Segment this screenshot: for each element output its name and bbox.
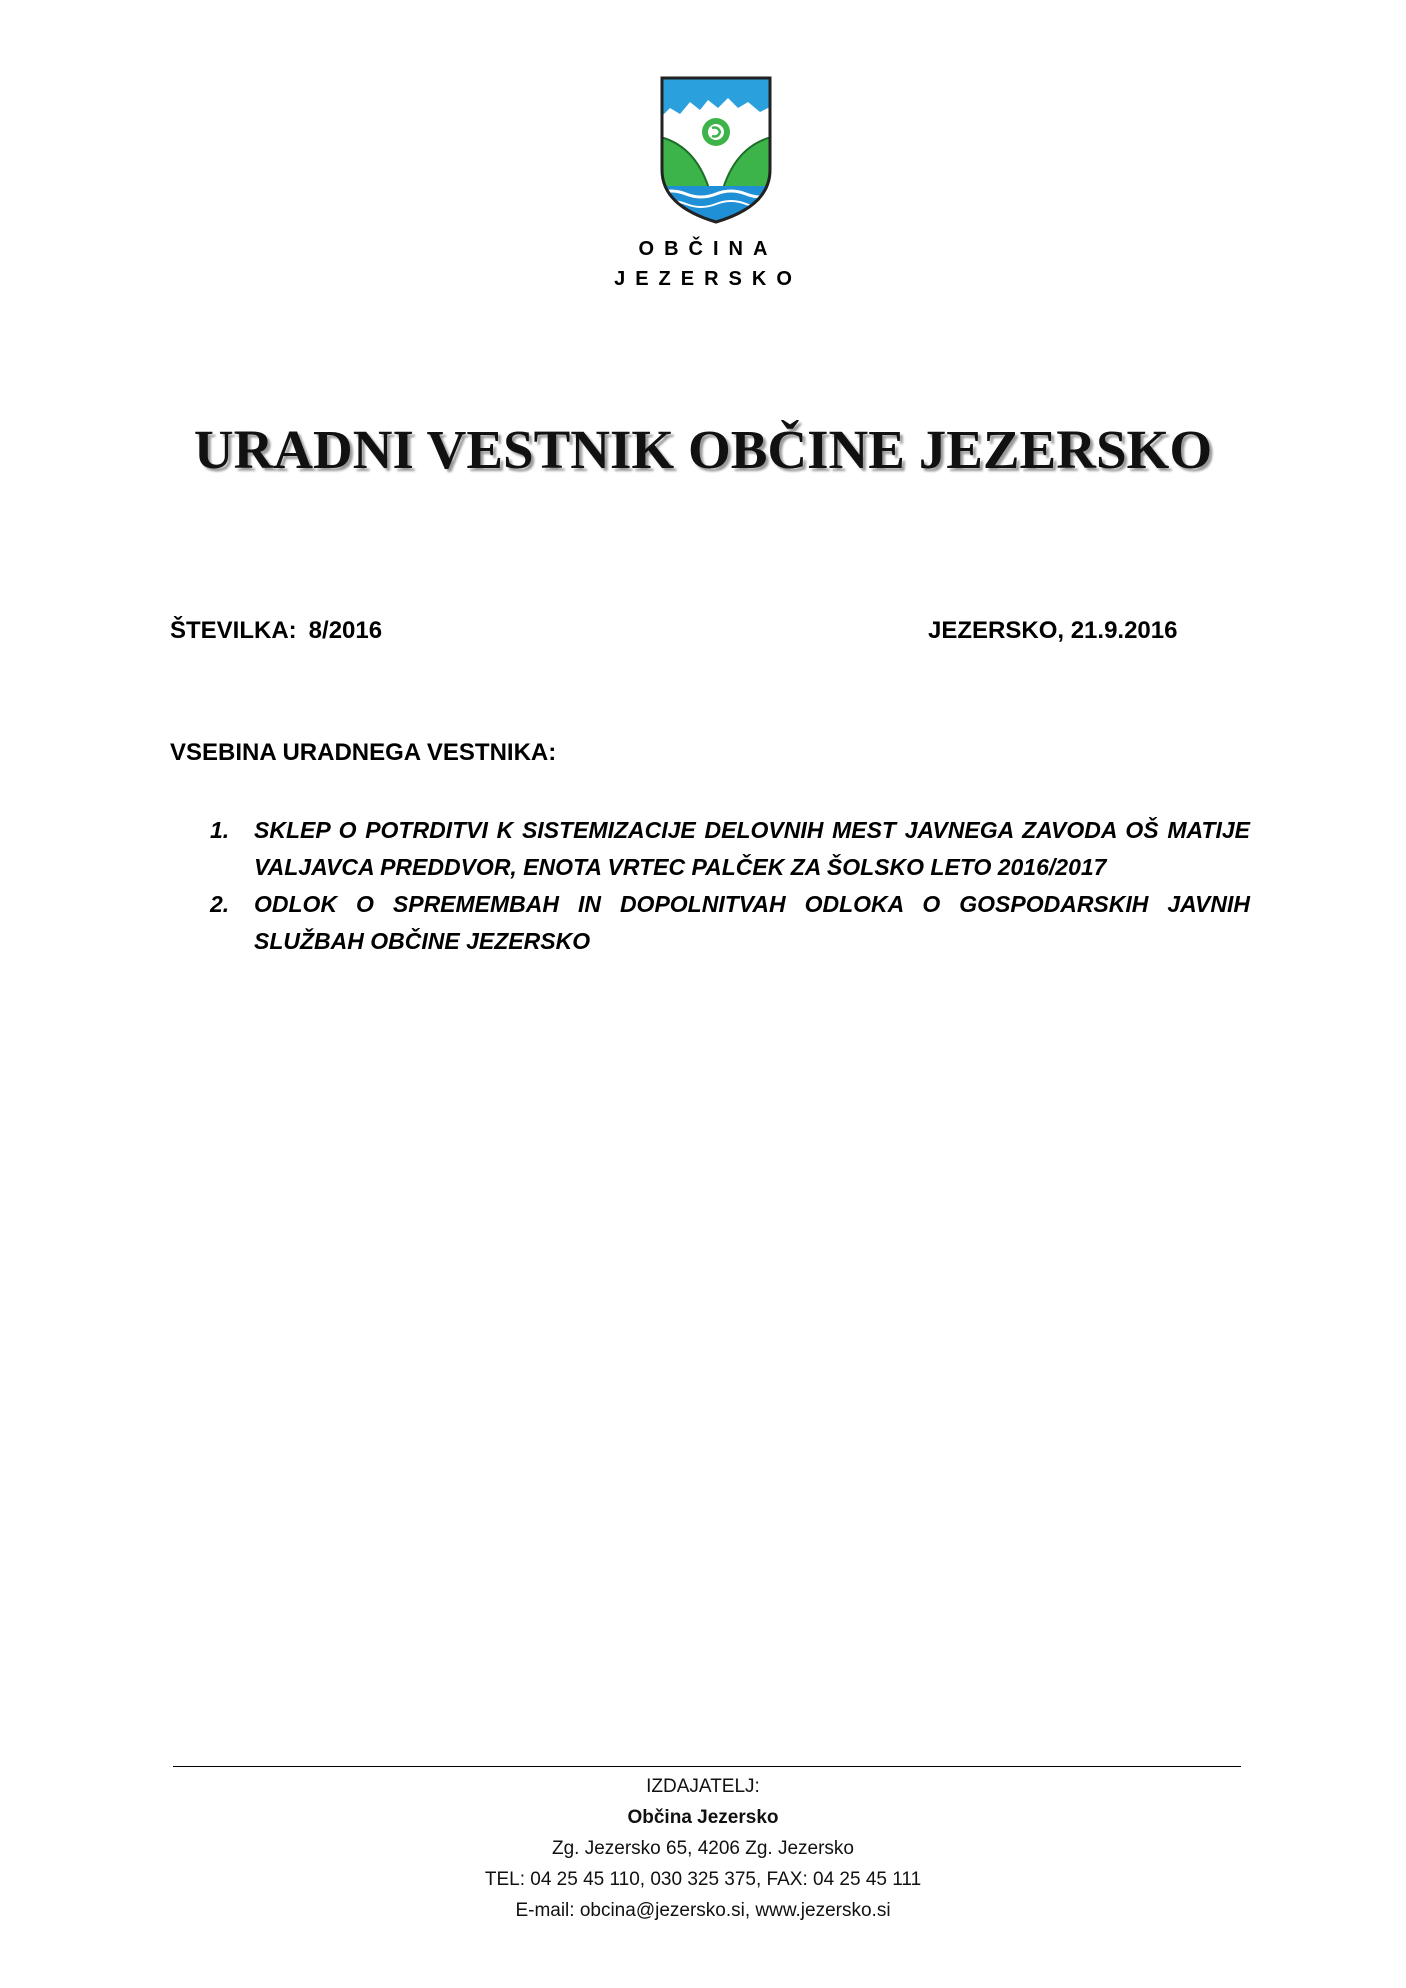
contents-item <box>210 812 1250 886</box>
document-title: URADNI VESTNIK OBČINE JEZERSKO <box>193 419 1213 480</box>
municipality-name-line1: OBČINA <box>638 238 778 260</box>
place-date: JEZERSKO, 21.9.2016 <box>928 617 1178 644</box>
contents-list <box>210 812 1250 960</box>
publisher-phone-fax: TEL: 04 25 45 110, 030 325 375, FAX: 04 25 45 111 <box>484 1869 922 1890</box>
footer-divider <box>173 1766 1241 1767</box>
publisher-contact: E-mail: obcina@jezersko.si, www.jezersko.si <box>515 1900 891 1921</box>
issue-label: ŠTEVILKA: <box>170 617 297 644</box>
contents-item-text: ODLOK O SPREMEMBAH IN DOPOLNITVAH ODLOKA O GOSPODARSKIH JAVNIH SLUŽBAH OBČINE JEZERSKO <box>254 891 1250 954</box>
contents-item-number: 2. <box>210 891 230 917</box>
contents-item <box>210 886 1250 960</box>
publisher-footer <box>0 1771 1406 1926</box>
issue-number <box>170 617 382 645</box>
issue-value: 8/2016 <box>308 617 383 644</box>
coat-of-arms-icon <box>656 74 776 226</box>
contents-item-text: SKLEP O POTRDITVI K SISTEMIZACIJE DELOVNIH MEST JAVNEGA ZAVODA OŠ MATIJE VALJAVCA PREDDVOR, ENOTA VRTEC PALČEK ZA ŠOLSKO LETO 2016/2017 <box>254 817 1250 880</box>
contents-item-number: 1. <box>210 817 230 843</box>
publisher-name: Občina Jezersko <box>627 1807 779 1828</box>
municipality-name-line2: JEZERSKO <box>614 268 802 290</box>
contents-heading: VSEBINA URADNEGA VESTNIKA: <box>170 739 557 766</box>
publisher-label: IZDAJATELJ: <box>646 1776 760 1797</box>
publisher-address: Zg. Jezersko 65, 4206 Zg. Jezersko <box>551 1838 855 1859</box>
